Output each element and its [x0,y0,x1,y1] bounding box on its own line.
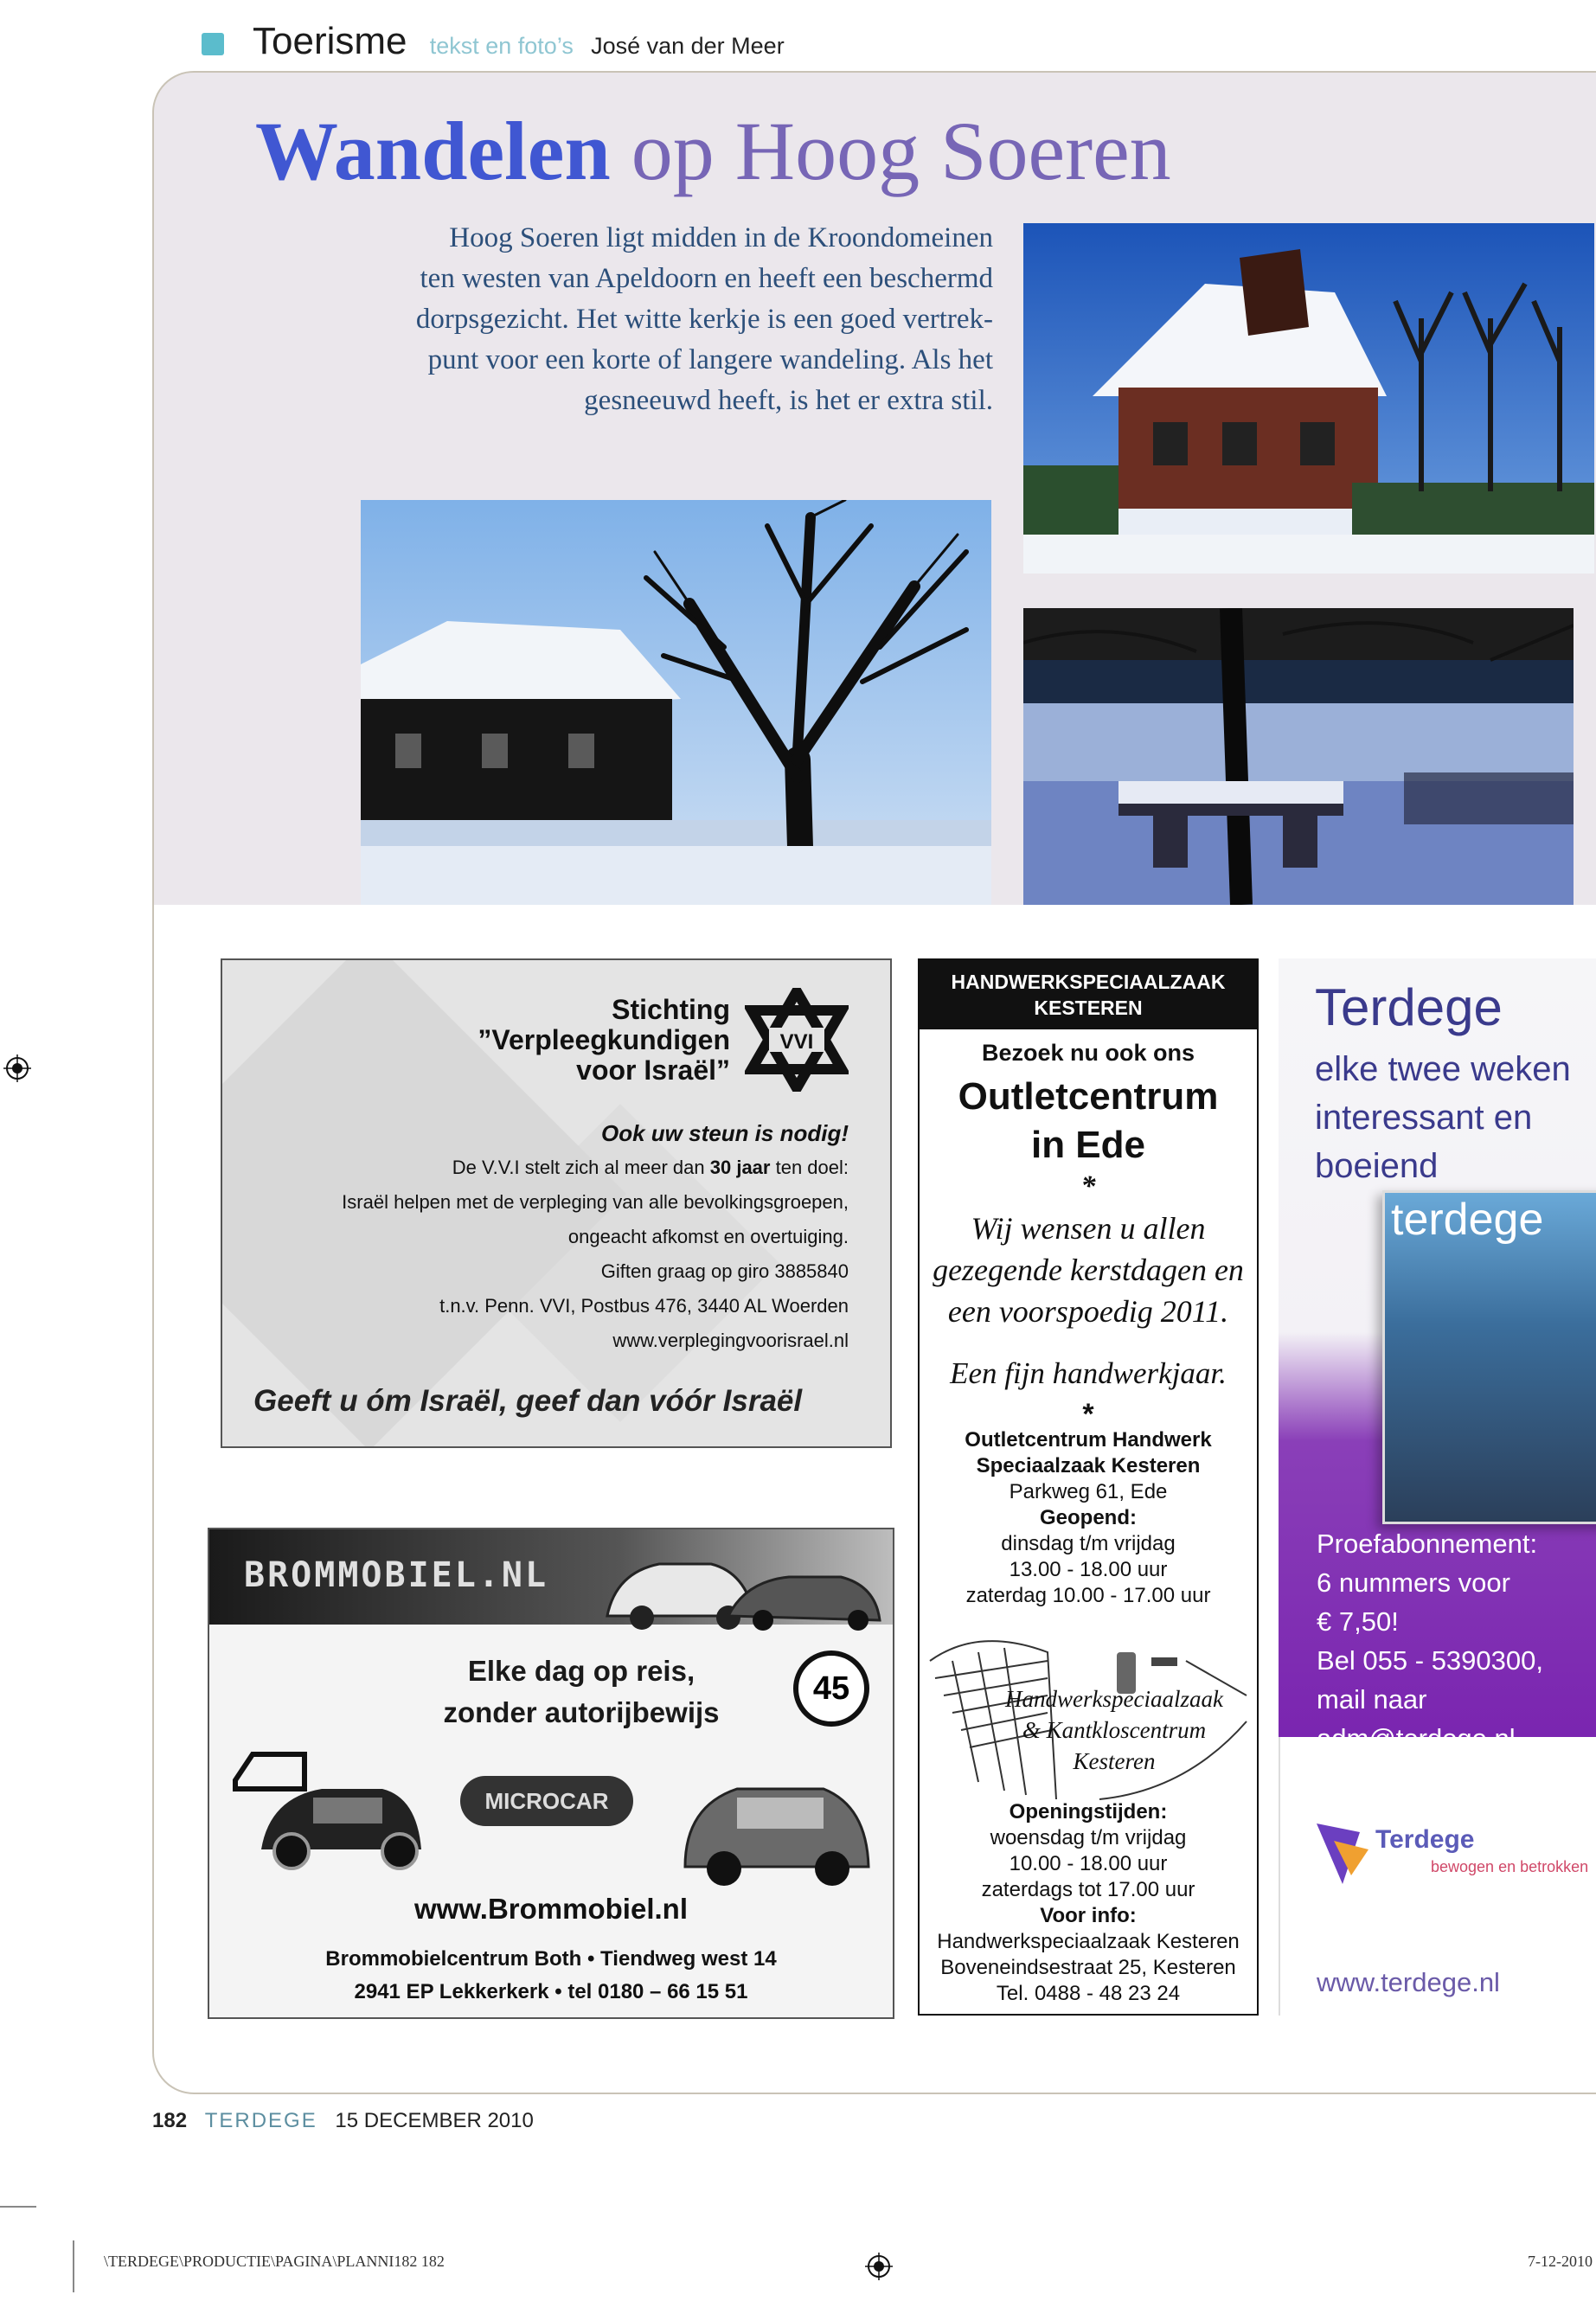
brommobiel-logo: BROMMOBIEL.NL [244,1555,549,1595]
magazine-name: TERDEGE [204,2109,317,2132]
handwerk-visit: Bezoek nu ook ons [981,1040,1195,1066]
star-icon: * [1080,1170,1096,1202]
section-marker [202,33,224,55]
handwerk-header: HANDWERKSPECIAALZAAK KESTEREN [920,960,1257,1029]
photo-snowy-bench [1023,608,1574,905]
car-illustration [676,1746,875,1893]
car-illustration [227,1702,434,1875]
vvi-line: De V.V.I stelt zich al meer dan 30 jaar ten doel: [452,1157,849,1178]
section-title: Toerisme [253,20,407,62]
intro-paragraph [294,218,993,421]
page-folio [152,2109,534,2133]
crop-mark [73,2240,74,2292]
handwerk-wishes: * Wij wensen u allen gezegende kerstdagen en een voorspoedig 2011. [920,1166,1257,1332]
headline-bold: Wandelen [255,105,611,197]
ad-terdege [1279,958,1596,2016]
brommobiel-slogan: Elke dag op reis, zonder autorijbewijs [443,1655,720,1728]
intro-line: Hoog Soeren ligt midden in de Kroondomeinen [449,222,993,253]
vvi-line: Giften graag op giro 3885840 [600,1260,849,1282]
vvi-line: ongeacht afkomst en overtuiging. [567,1226,849,1247]
brommobiel-address: Brommobielcentrum Both • Tiendweg west 14 2941 EP Lekkerkerk • tel 0180 – 66 15 51 [325,1947,777,2003]
ad-brommobiel [208,1528,894,2019]
headline-rest: op Hoog Soeren [631,105,1171,197]
intro-line: punt voor een korte of langere wandeling. Als het [427,344,993,375]
vvi-url[interactable]: www.verplegingvoorisrael.nl [612,1330,849,1351]
star-icon: * [1082,1398,1094,1431]
vvi-appeal: Ook uw steun is nodig! [601,1120,849,1146]
vvi-line: t.n.v. Penn. VVI, Postbus 476, 3440 AL Woerden [439,1295,849,1317]
terdege-subtitle: elke twee weken interessant en boeiend [1315,1050,1571,1185]
headline [255,95,1171,208]
crop-mark [0,2206,36,2208]
registration-mark-icon [865,2253,893,2280]
terdege-logo-icon [1317,1823,1368,1884]
page-number: 182 [152,2109,188,2132]
terdege-title: Terdege [1315,978,1503,1036]
photo-snowy-farmhouse [1023,223,1594,574]
registration-mark-icon [3,1054,31,1082]
handwerk-opening-hours: Openingstijden: woensdag t/m vrijdag 10.00 - 18.00 uur zaterdags tot 17.00 uur Voor info: Handwerkspeciaalzaak Kesteren Boveneindsestraat 25, Kesteren Tel. 0488 - 48 23 24 [937,1800,1240,2005]
terdege-offer: Proefabonnement: 6 nummers voor € 7,50! Bel 055 - 5390300, mail naar [1317,1529,1543,1715]
production-date: 7-12-2010 [1528,2253,1593,2270]
vvi-line: Israël helpen met de verpleging van alle bevolkingsgroepen, [342,1191,849,1213]
car-illustration [599,1538,884,1633]
star-of-david-icon [745,988,849,1092]
ad-handwerkspeciaalzaak [918,958,1259,2016]
handwerk-logo-text: Handwerkspeciaalzaak & Kantkloscentrum Kesteren [1005,1686,1223,1774]
speed-sign-icon: 45 [793,1650,869,1727]
terdege-url[interactable]: www.terdege.nl [1317,1967,1500,1997]
microcar-logo: MICROCAR [460,1776,633,1826]
credit-name: José van der Meer [591,33,785,59]
terdege-logo-name: Terdege [1375,1825,1475,1854]
intro-line: dorpsgezicht. Het witte kerkje is een goed vertrek- [415,304,993,335]
handwerk-outlet: Outletcentrum in Ede [958,1075,1219,1166]
magazine-cover-title: terdege [1391,1195,1544,1245]
brommobiel-url[interactable]: www.Brommobiel.nl [414,1893,688,1925]
intro-line: ten westen van Apeldoorn en heeft een beschermd [420,263,993,294]
svg-text:VVI: VVI [779,1030,814,1054]
ad-vvi [221,958,892,1448]
terdege-logo-tagline: bewogen en betrokken [1431,1858,1589,1875]
production-slug: \TERDEGE\PRODUCTIE\PAGINA\PLANNI182 182 [104,2253,445,2270]
credit-label: tekst en foto’s [429,33,574,59]
photo-house-with-tree [361,500,991,905]
vvi-title: Stichting ”Verpleegkundigen voor Israël” [478,994,730,1086]
intro-line: gesneeuwd heeft, is het er extra stil. [584,385,993,416]
handwerk-year-wish: Een fijn handwerkjaar. [950,1356,1227,1390]
vvi-slogan: Geeft u óm Israël, geef dan vóór Israël [253,1384,803,1418]
section-header [253,16,785,72]
issue-date: 15 DECEMBER 2010 [335,2109,534,2132]
handwerk-outlet-info: * Outletcentrum Handwerk Speciaalzaak Kesteren Parkweg 61, Ede Geopend: dinsdag t/m vrijdag 13.00 - 18.00 uur zaterdag 10.00 - 17.00 uur [920,1401,1257,1609]
